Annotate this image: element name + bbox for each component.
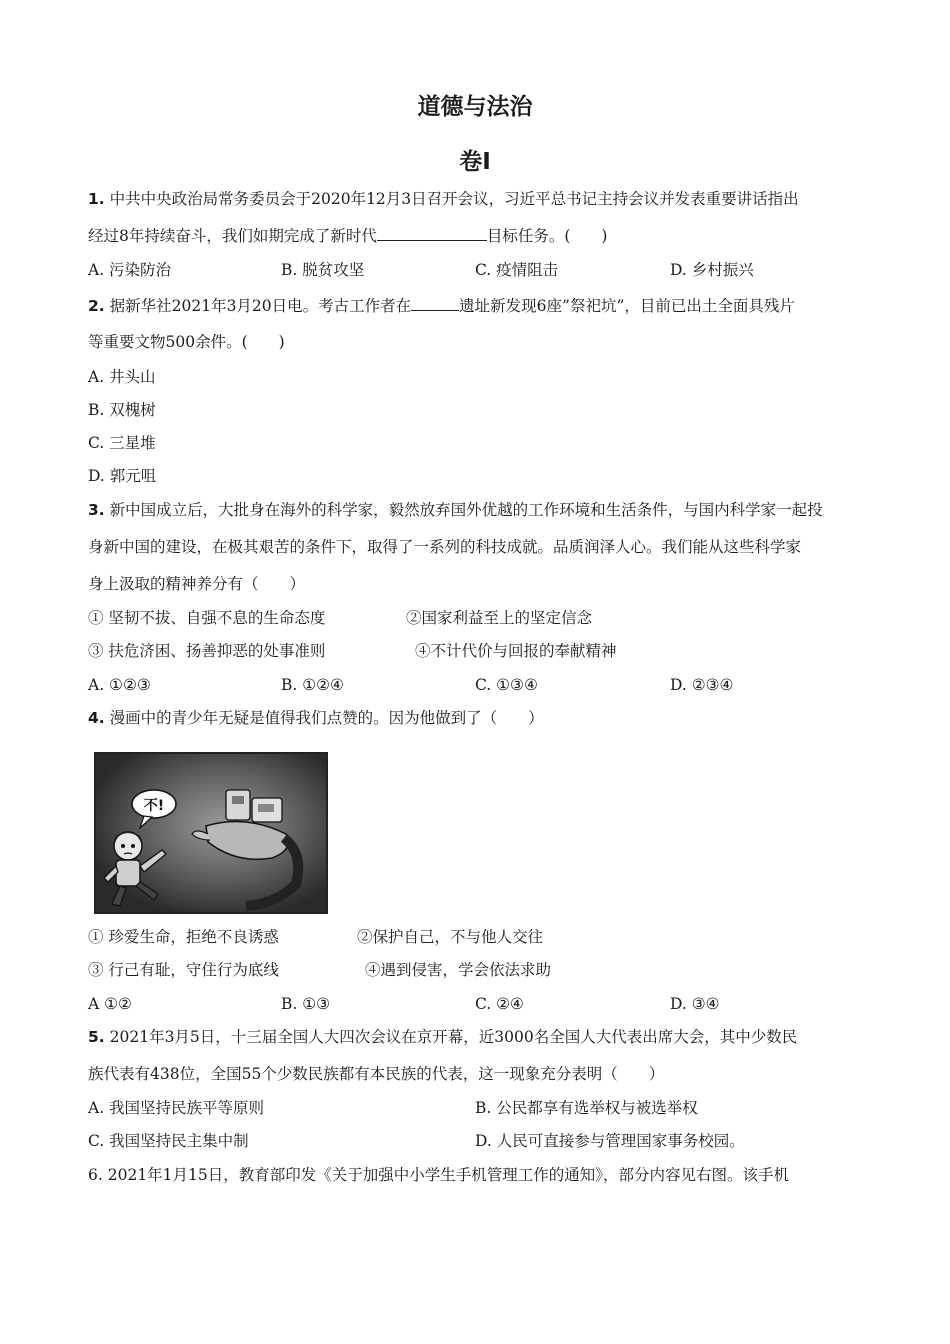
- q1-text-a: 中共中央政治局常务委员会于2020年12月3日召开会议，习近平总书记主持会议并发表重要讲话指出: [109, 190, 799, 208]
- q5-line-1: [88, 1026, 797, 1048]
- q3-line-1: [88, 499, 823, 521]
- q4-option-b: B. ①③: [281, 995, 331, 1013]
- q2-option-d: D. 郭元咀: [88, 467, 157, 485]
- q3-item-4: ④不计代价与回报的奉献精神: [415, 642, 617, 660]
- q3-line-3: 身上汲取的精神养分有（ ）: [88, 575, 306, 593]
- q5-option-b: B. 公民都享有选举权与被选举权: [475, 1099, 698, 1117]
- q4-text-a: 漫画中的青少年无疑是值得我们点赞的。因为他做到了（ ）: [109, 709, 544, 727]
- q1-option-b: B. 脱贫攻坚: [281, 261, 365, 279]
- q5-option-d: D. 人民可直接参与管理国家事务校园。: [475, 1132, 745, 1150]
- q3-option-d: D. ②③④: [670, 676, 734, 694]
- q6-line-1: [88, 1164, 789, 1186]
- q1-option-a: A. 污染防治: [88, 261, 172, 279]
- q2-option-c: C. 三星堆: [88, 434, 156, 452]
- q4-line-1: [88, 707, 544, 729]
- q6-number: 6.: [88, 1166, 103, 1184]
- section-title: 卷I: [459, 149, 491, 175]
- cartoon-image: [94, 752, 328, 914]
- q3-option-b: B. ①②④: [281, 676, 344, 694]
- q4-option-c: C. ②④: [475, 995, 524, 1013]
- q5-option-c: C. 我国坚持民主集中制: [88, 1132, 249, 1150]
- q3-option-c: C. ①③④: [475, 676, 538, 694]
- q2-text-b: 遗址新发现6座”祭祀坑”，目前已出土全面具残片: [459, 297, 795, 315]
- q1-text-c: 目标任务。( ): [486, 227, 608, 245]
- q5-option-a: A. 我国坚持民族平等原则: [88, 1099, 265, 1117]
- q2-option-a: A. 井头山: [88, 368, 156, 386]
- q1-number: 1.: [88, 190, 105, 208]
- q1-line-2: [88, 225, 607, 247]
- bubble-text: 不!: [143, 798, 165, 814]
- q1-option-c: C. 疫情阻击: [475, 261, 559, 279]
- page-title: 道德与法治: [417, 94, 533, 120]
- q2-line-2: 等重要文物500余件。( ): [88, 333, 285, 351]
- q3-item-1: ① 坚韧不拔、自强不息的生命态度: [88, 609, 326, 627]
- q2-option-b: B. 双槐树: [88, 401, 156, 419]
- q2-line-1: [88, 295, 795, 317]
- q4-item-2: ②保护自己，不与他人交往: [357, 928, 544, 946]
- q1-line-1: [88, 188, 799, 210]
- q4-item-1: ① 珍爱生命，拒绝不良诱惑: [88, 928, 279, 946]
- q5-line-2: 族代表有438位，全国55个少数民族都有本民族的代表，这一现象充分表明（ ）: [88, 1065, 665, 1083]
- q3-item-3: ③ 扶危济困、扬善抑恶的处事准则: [88, 642, 326, 660]
- q4-number: 4.: [88, 709, 105, 727]
- q5-text-a: 2021年3月5日，十三届全国人大四次会议在京开幕，近3000名全国人大代表出席大会，其中少数民: [109, 1028, 798, 1046]
- q2-number: 2.: [88, 297, 105, 315]
- q3-item-2: ②国家利益至上的坚定信念: [406, 609, 593, 627]
- q3-text-a: 新中国成立后，大批身在海外的科学家，毅然放弃国外优越的工作环境和生活条件，与国内科学家一起投: [109, 501, 823, 519]
- q1-text-b: 经过8年持续奋斗，我们如期完成了新时代: [88, 227, 377, 245]
- q4-option-a: A ①②: [88, 995, 132, 1013]
- q4-item-3: ③ 行己有耻，守住行为底线: [88, 961, 279, 979]
- q3-option-a: A. ①②③: [88, 676, 151, 694]
- q4-option-d: D. ③④: [670, 995, 720, 1013]
- q3-number: 3.: [88, 501, 105, 519]
- q5-number: 5.: [88, 1028, 105, 1046]
- q1-option-d: D. 乡村振兴: [670, 261, 754, 279]
- q3-line-2: 身新中国的建设，在极其艰苦的条件下，取得了一系列的科技成就。品质润泽人心。我们能从这些科学家: [88, 538, 802, 556]
- q1-blank: [377, 225, 487, 241]
- q2-blank: [411, 295, 459, 311]
- q2-text-a: 据新华社2021年3月20日电。考古工作者在: [109, 297, 412, 315]
- q4-item-4: ④遇到侵害，学会依法求助: [365, 961, 552, 979]
- cartoon-illustration: [96, 754, 326, 912]
- q6-text-a: 2021年1月15日，教育部印发《关于加强中小学生手机管理工作的通知》，部分内容见右图。该手机: [107, 1166, 790, 1184]
